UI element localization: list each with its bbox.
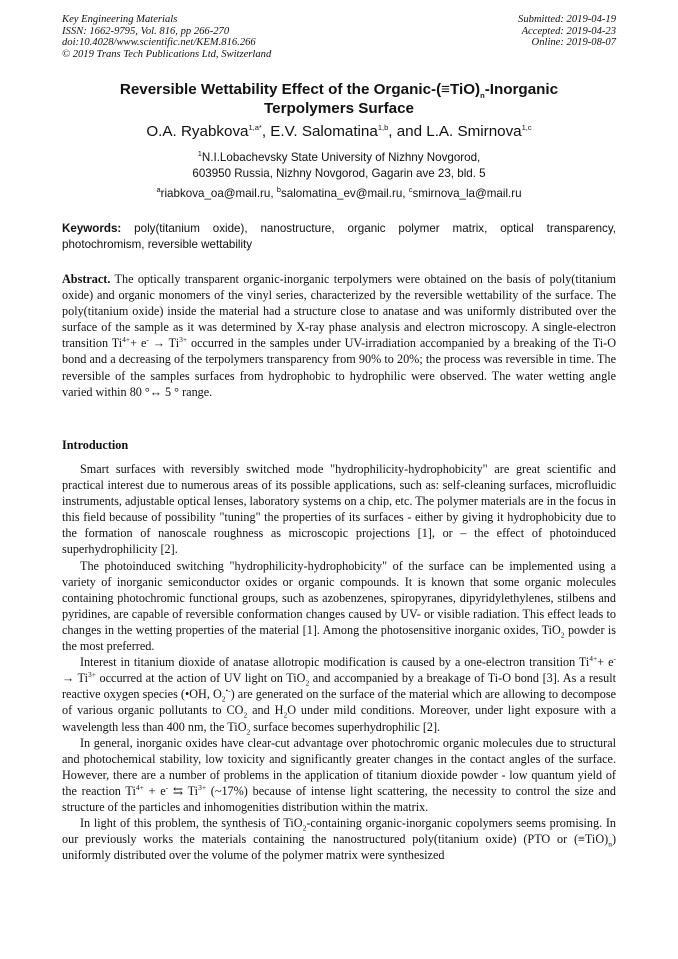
section-heading-introduction: Introduction	[62, 438, 129, 452]
issn-line: ISSN: 1662-9795, Vol. 816, pp 266-270	[62, 25, 230, 37]
affiliation: $^1$N.I.Lobachevsky State University of Nizhny Novgorod, 603950 Russia, Nizhny Novgorod, Gagarin ave 23, bld. 5	[192, 149, 486, 180]
author-name: O.A. Ryabkova	[146, 123, 249, 140]
author-list: O.A. Ryabkova$^{1,a*}$, E.V. Salomatina$^{1,b}$, and L.A. Smirnova$^{1,c}$	[146, 122, 532, 140]
paragraph: The photoinduced switching "hydrophilicity-hydrophobicity" of the surface can be implemented using a variety of inorganic semiconductor oxides or organic compounds. It is known that some organic molecules containing photochromic functional groups, such as azobenzenes, spiropyranes, dipyridylethylenes, stilbens and pyridines, are capable of reversible conformation changes caused by UV- or visible radiation. This effect leads to changes in the wetting properties of the material [1]. Among the photosensitive inorganic oxides, TiO$_2$ powder is the most preferred.	[62, 558, 616, 654]
keywords-label: Keywords:	[62, 222, 122, 235]
author-name: L.A. Smirnova	[426, 123, 522, 140]
abstract: Abstract. The optically transparent organic-inorganic terpolymers were obtained on the basis of poly(titanium oxide) and organic monomers of the vinyl series, characterized by the reversible wettability of the surface. The poly(titanium oxide) inside the material had a structure close to anatase and was uniformly distributed over the surface of the sample as it was determined by X-ray phase analysis and electron microscopy. A single-electron transition $Ti^{4+}+ e^- \to Ti^{3+}$ occurred in the samples under UV-irradiation accompanied by a breaking of the Ti-O bond and a decreasing of the terpolymers transparency from 90% to 20%; the process was reversible in time. The reversible of the samples surfaces from hydrophobic to hydrophilic were observed. The water wetting angle varied within 80 °↔ 5 ° range.	[62, 272, 617, 399]
doi-line: doi:10.4028/www.scientific.net/KEM.816.266	[62, 37, 256, 49]
paragraph: In general, inorganic oxides have clear-cut advantage over photochromic organic molecules due to structural and photochemical stability, low toxicity and significantly greater changes in the contact angles of the surface. However, there are a number of problems in the application of titanium dioxide powder - low quantum yield of the reaction $Ti^{4+} + e^-$ ⇆ $Ti^{3+}$ (~17%) because of intense light scattering, the necessity to control the size and structure of the particles and inhomogenities distribution within the matrix.	[62, 735, 616, 814]
abstract-label: Abstract.	[62, 272, 111, 286]
paragraph: Smart surfaces with reversibly switched mode "hydrophilicity-hydrophobicity" are great scientific and practical interest due to numerous areas of its possible applications, such as: self-cleaning surfaces, microfluidic instruments, adjustable optical lenses, laboratory systems on a chip, etc. The polymer materials are in the focus in this field because of possibility "tuning" the properties of its surfaces - either by giving it hydrophobicity due to the formation of nanoscale roughness as microscopic projections [1], or – the effect of photoinduced superhydrophilicity [2].	[62, 462, 616, 557]
paragraph: Interest in titanium dioxide of anatase allotropic modification is caused by a one-electron transition $Ti^{4+}+ e^- \to Ti^{3+}$ occurred at the action of UV light on TiO$_2$ and accompanied by a breakage of Ti-O bond [3]. As a result reactive oxygen species (•OH, $O_2^{•-}$) are generated on the surface of the material which are allowing to decompose of various organic pollutants to $CO_2$ and $H_2O$ under mild conditions. Moreover, under light exposure with a wavelength less than 400 nm, the TiO$_2$ surface becomes superhydrophilic [2].	[62, 654, 616, 736]
keywords-text: poly(titanium oxide), nanostructure, organic polymer matrix, optical transparency, photochromism, reversible wettability	[62, 222, 616, 251]
submitted-date: Submitted: 2019-04-19	[518, 14, 616, 25]
dates-info	[518, 14, 616, 49]
copyright-line: © 2019 Trans Tech Publications Ltd, Switzerland	[62, 48, 272, 60]
keywords	[62, 221, 616, 252]
author-emails: $^a$riabkova_oa@mail.ru, $^b$salomatina_ev@mail.ru, $^c$smirnova_la@mail.ru	[156, 185, 522, 200]
paper-title: Reversible Wettability Effect of the Organic-$(\equiv TiO)_n$-Inorganic Terpolymers Surface	[119, 81, 559, 117]
accepted-date: Accepted: 2019-04-23	[521, 25, 616, 37]
author-name: E.V. Salomatina	[270, 123, 378, 140]
paragraph: In light of this problem, the synthesis of TiO$_2$-containing organic-inorganic copolymers seems promising. In our previously works the materials containing the nanostructured poly(titanium oxide) (PTO or $(\equiv TiO)_n$) uniformly distributed over the volume of the polymer matrix were synthesized	[62, 816, 617, 863]
online-date: Online: 2019-08-07	[531, 37, 616, 49]
journal-name: Key Engineering Materials	[62, 14, 178, 25]
journal-info	[62, 14, 271, 60]
introduction-body	[62, 461, 616, 863]
